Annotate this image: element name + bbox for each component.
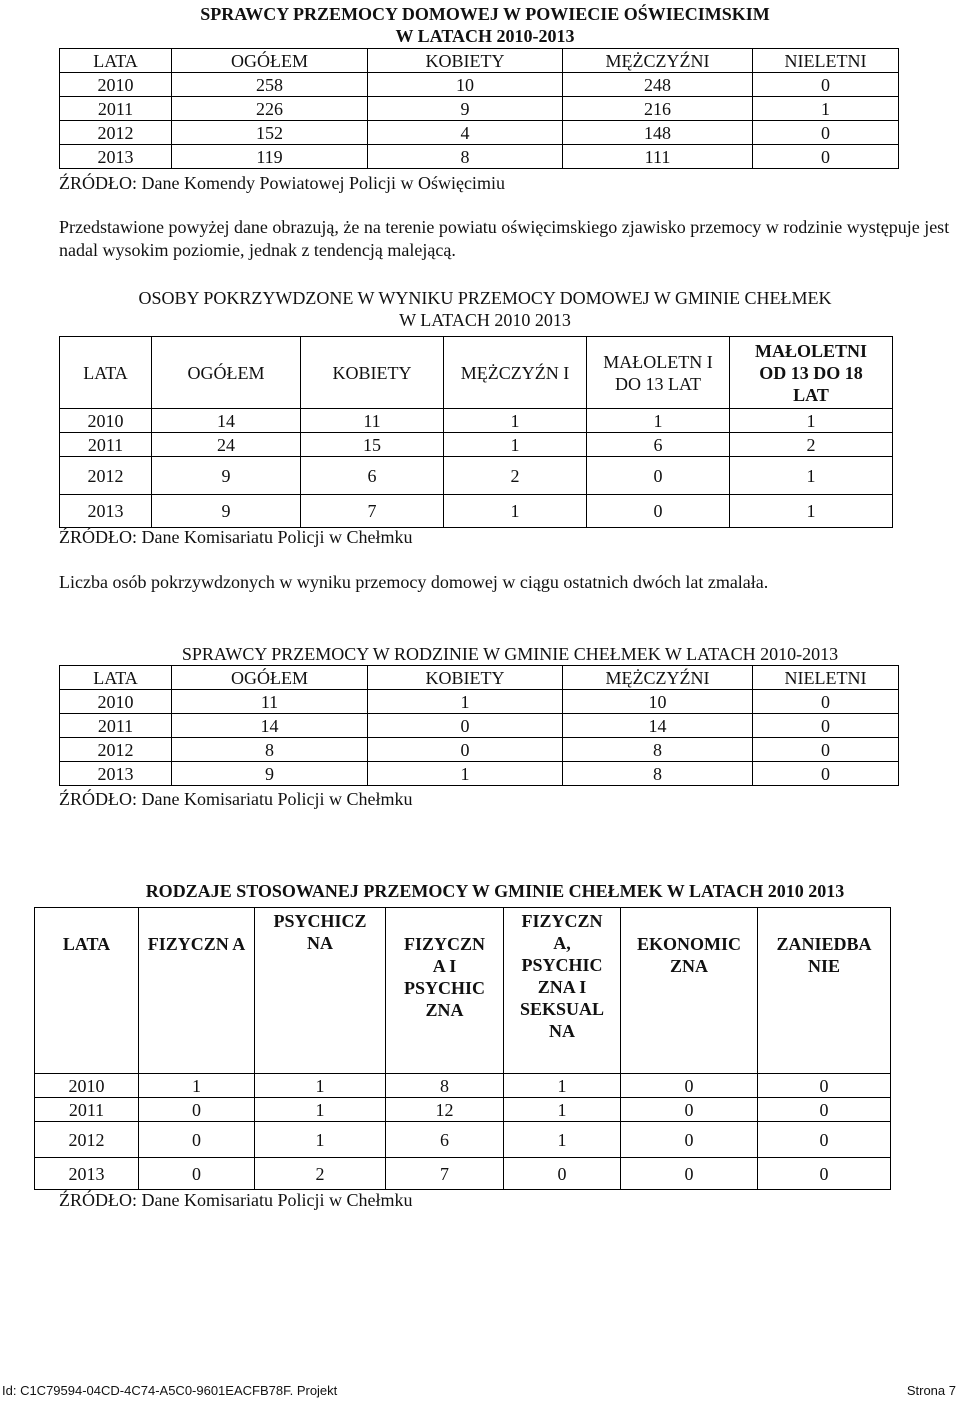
page-number: Strona 7 <box>906 1383 956 1398</box>
table-cell: 2011 <box>60 714 172 738</box>
table-cell: 11 <box>172 690 368 714</box>
table-cell: 1 <box>753 97 899 121</box>
table-cell: 2013 <box>60 145 172 169</box>
table-cell: 1 <box>504 1098 621 1122</box>
table-cell: 2011 <box>35 1098 139 1122</box>
table-cell: 1 <box>255 1122 386 1158</box>
table-cell: 1 <box>368 762 563 786</box>
table-cell: 14 <box>172 714 368 738</box>
table-cell: 10 <box>563 690 753 714</box>
table-cell: 0 <box>621 1098 758 1122</box>
table-cell: 6 <box>587 433 730 457</box>
header-cell: MĘŻCZYŹNI <box>563 666 753 690</box>
table-cell: 0 <box>139 1098 255 1122</box>
table-cell: 2013 <box>35 1158 139 1190</box>
table-cell: 119 <box>172 145 368 169</box>
table-header-row <box>60 337 893 409</box>
table-cell: 6 <box>301 457 444 495</box>
table-cell: 1 <box>730 495 893 528</box>
table-row <box>60 409 893 433</box>
table-cell: 0 <box>758 1098 891 1122</box>
header-cell: PSYCHICZ NA <box>255 908 386 1074</box>
table-cell: 12 <box>386 1098 504 1122</box>
table-cell: 6 <box>386 1122 504 1158</box>
table-row <box>35 1122 891 1158</box>
table-cell: 2013 <box>60 495 152 528</box>
table-row <box>60 762 899 786</box>
header-cell: ZANIEDBA NIE <box>758 908 891 1074</box>
table-cell: 8 <box>368 145 563 169</box>
table-cell: 0 <box>753 762 899 786</box>
table-row <box>60 495 893 528</box>
table-cell: 7 <box>386 1158 504 1190</box>
section1-source: ŹRÓDŁO: Dane Komendy Powiatowej Policji w Oświęcimiu <box>59 173 505 193</box>
section3-title: SPRAWCY PRZEMOCY W RODZINIE W GMINIE CHEŁMEK W LATACH 2010-2013 <box>181 644 839 664</box>
header-cell: FIZYCZN A <box>139 908 255 1074</box>
header-cell: EKONOMIC ZNA <box>621 908 758 1074</box>
table-row <box>60 73 899 97</box>
table-cell: 2010 <box>60 73 172 97</box>
section2-source: ŹRÓDŁO: Dane Komisariatu Policji w Chełmku <box>59 527 413 547</box>
table-cell: 9 <box>172 762 368 786</box>
table-cell: 0 <box>753 714 899 738</box>
section4-source: ŹRÓDŁO: Dane Komisariatu Policji w Chełmku <box>59 1190 413 1210</box>
table-cell: 2010 <box>60 690 172 714</box>
section3-source: ŹRÓDŁO: Dane Komisariatu Policji w Chełmku <box>59 789 413 809</box>
header-cell: NIELETNI <box>753 666 899 690</box>
header-cell: MĘŻCZYŹN I <box>444 337 587 409</box>
table-cell: 2012 <box>35 1122 139 1158</box>
header-cell: KOBIETY <box>368 49 563 73</box>
table-cell: 111 <box>563 145 753 169</box>
section4-table <box>34 907 891 1190</box>
table-cell: 14 <box>563 714 753 738</box>
table-cell: 0 <box>758 1158 891 1190</box>
header-cell: NIELETNI <box>753 49 899 73</box>
table-cell: 0 <box>139 1158 255 1190</box>
table-row <box>60 714 899 738</box>
table-cell: 216 <box>563 97 753 121</box>
table-cell: 1 <box>504 1122 621 1158</box>
section2-title-line2: W LATACH 2010 2013 <box>399 310 571 330</box>
table-row <box>35 1098 891 1122</box>
table-row <box>35 1074 891 1098</box>
header-cell: KOBIETY <box>368 666 563 690</box>
table-cell: 11 <box>301 409 444 433</box>
header-cell: OGÓŁEM <box>152 337 301 409</box>
header-cell: FIZYCZN A, PSYCHIC ZNA I SEKSUAL NA <box>504 908 621 1074</box>
table-cell: 2012 <box>60 738 172 762</box>
section4-title: RODZAJE STOSOWANEJ PRZEMOCY W GMINIE CHEŁMEK W LATACH 2010 2013 <box>145 881 845 901</box>
section1-title-line1: SPRAWCY PRZEMOCY DOMOWEJ W POWIECIE OŚWIECIMSKIM <box>200 4 770 24</box>
table-cell: 9 <box>368 97 563 121</box>
header-cell: OGÓŁEM <box>172 666 368 690</box>
document-id: Id: C1C79594-04CD-4C74-A5C0-9601EACFB78F. Projekt <box>2 1383 338 1398</box>
table-row <box>60 457 893 495</box>
table-cell: 7 <box>301 495 444 528</box>
section1-table <box>59 48 899 169</box>
table-cell: 0 <box>753 690 899 714</box>
table-cell: 2 <box>444 457 587 495</box>
table-row <box>60 433 893 457</box>
table-cell: 148 <box>563 121 753 145</box>
table-cell: 0 <box>753 738 899 762</box>
section1-title <box>60 3 910 47</box>
table-cell: 2010 <box>35 1074 139 1098</box>
table-row <box>60 145 899 169</box>
table-cell: 0 <box>753 145 899 169</box>
table-cell: 1 <box>587 409 730 433</box>
table-cell: 1 <box>730 457 893 495</box>
table-cell: 0 <box>753 121 899 145</box>
table-row <box>60 738 899 762</box>
paragraph-2: Liczba osób pokrzywdzonych w wyniku przemocy domowej w ciągu ostatnich dwóch lat zmalała. <box>59 572 769 592</box>
header-cell: LATA <box>35 908 139 1074</box>
paragraph-1: Przedstawione powyżej dane obrazują, że na terenie powiatu oświęcimskiego zjawisko przemocy w rodzinie występuje jest nadal wysokim poziomie, jednak z tendencją malejącą. <box>59 217 950 260</box>
table-cell: 0 <box>758 1122 891 1158</box>
table-cell: 2011 <box>60 97 172 121</box>
table-cell: 2 <box>255 1158 386 1190</box>
table-cell: 0 <box>758 1074 891 1098</box>
table-cell: 0 <box>621 1122 758 1158</box>
table-cell: 1 <box>444 495 587 528</box>
table-cell: 0 <box>504 1158 621 1190</box>
table-cell: 0 <box>368 738 563 762</box>
table-header-row <box>60 49 899 73</box>
table-cell: 0 <box>621 1158 758 1190</box>
table-cell: 8 <box>563 738 753 762</box>
header-cell: KOBIETY <box>301 337 444 409</box>
table-cell: 258 <box>172 73 368 97</box>
table-cell: 15 <box>301 433 444 457</box>
table-cell: 0 <box>587 495 730 528</box>
section2-title-line1: OSOBY POKRZYWDZONE W WYNIKU PRZEMOCY DOMOWEJ W GMINIE CHEŁMEK <box>138 288 832 308</box>
header-cell: MĘŻCZYŹNI <box>563 49 753 73</box>
section1-title-line2: W LATACH 2010-2013 <box>395 26 575 46</box>
table-row <box>60 97 899 121</box>
table-cell: 24 <box>152 433 301 457</box>
table-cell: 9 <box>152 457 301 495</box>
header-cell: LATA <box>60 666 172 690</box>
section2-title <box>60 287 910 331</box>
table-cell: 2012 <box>60 121 172 145</box>
table-cell: 9 <box>152 495 301 528</box>
table-cell: 2011 <box>60 433 152 457</box>
header-cell: LATA <box>60 49 172 73</box>
table-cell: 1 <box>444 409 587 433</box>
table-cell: 8 <box>563 762 753 786</box>
table-cell: 2010 <box>60 409 152 433</box>
table-cell: 248 <box>563 73 753 97</box>
table-cell: 1 <box>255 1074 386 1098</box>
table-cell: 8 <box>172 738 368 762</box>
table-cell: 1 <box>255 1098 386 1122</box>
table-cell: 1 <box>139 1074 255 1098</box>
table-row <box>60 690 899 714</box>
header-cell: MAŁOLETN I DO 13 LAT <box>587 337 730 409</box>
table-cell: 0 <box>753 73 899 97</box>
table-header-row <box>35 908 891 1074</box>
table-cell: 0 <box>368 714 563 738</box>
table-cell: 2012 <box>60 457 152 495</box>
section2-table <box>59 336 893 528</box>
table-cell: 1 <box>730 409 893 433</box>
section3-table <box>59 665 899 786</box>
table-cell: 0 <box>621 1074 758 1098</box>
table-cell: 152 <box>172 121 368 145</box>
header-cell: FIZYCZN A I PSYCHIC ZNA <box>386 908 504 1074</box>
table-cell: 1 <box>368 690 563 714</box>
table-cell: 14 <box>152 409 301 433</box>
table-cell: 2 <box>730 433 893 457</box>
table-cell: 226 <box>172 97 368 121</box>
header-cell: LATA <box>60 337 152 409</box>
table-cell: 1 <box>444 433 587 457</box>
table-cell: 4 <box>368 121 563 145</box>
table-row <box>35 1158 891 1190</box>
table-cell: 0 <box>587 457 730 495</box>
table-row <box>60 121 899 145</box>
table-header-row <box>60 666 899 690</box>
table-cell: 10 <box>368 73 563 97</box>
table-cell: 1 <box>504 1074 621 1098</box>
table-cell: 8 <box>386 1074 504 1098</box>
header-cell: MAŁOLETNI OD 13 DO 18 LAT <box>730 337 893 409</box>
table-cell: 2013 <box>60 762 172 786</box>
table-cell: 0 <box>139 1122 255 1158</box>
header-cell: OGÓŁEM <box>172 49 368 73</box>
